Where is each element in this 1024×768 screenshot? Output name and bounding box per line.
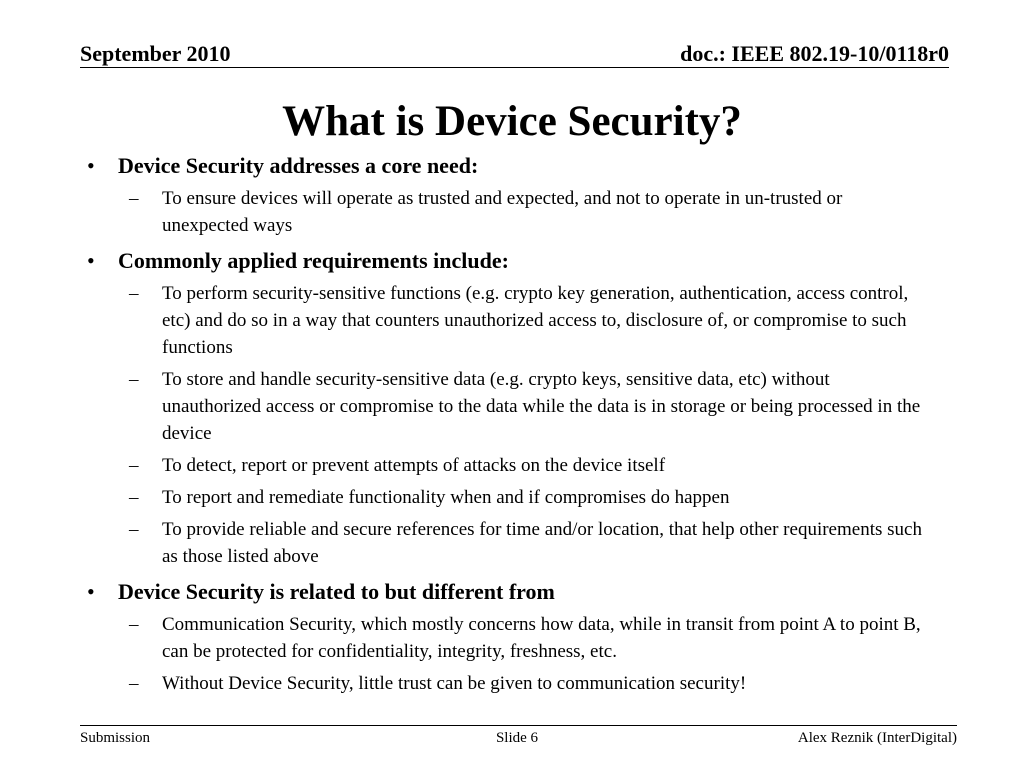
slide-header-date: September 2010 bbox=[80, 41, 231, 66]
bullet-mark: • bbox=[87, 248, 95, 273]
sub-bullet-item bbox=[83, 611, 922, 665]
sub-bullet-item bbox=[83, 670, 922, 697]
bullet-text: Device Security addresses a core need: bbox=[118, 153, 479, 178]
sub-bullet-item bbox=[83, 280, 922, 361]
bullet-item bbox=[83, 152, 943, 180]
sub-bullet-text: To provide reliable and secure references for time and/or location, that help other requirements such as those listed above bbox=[162, 519, 922, 567]
sub-bullet-item bbox=[83, 366, 922, 447]
bullet-text: Device Security is related to but different from bbox=[118, 579, 555, 604]
bullet-text: Commonly applied requirements include: bbox=[118, 248, 509, 273]
sub-bullet-text: To store and handle security-sensitive data (e.g. crypto keys, sensitive data, etc) without unauthorized access or compromise to the data while the data is in storage or being processed in the device bbox=[162, 369, 921, 444]
footer-author: Alex Reznik (InterDigital) bbox=[797, 730, 957, 746]
sub-bullet-item bbox=[83, 484, 922, 511]
dash-mark: – bbox=[129, 487, 139, 508]
bullet-item bbox=[83, 247, 943, 275]
slide-header-doc-id: doc.: IEEE 802.19-10/0118r0 bbox=[680, 41, 949, 66]
bullet-mark: • bbox=[87, 579, 95, 604]
footer-slide-number: Slide 6 bbox=[495, 730, 539, 746]
sub-bullet-item bbox=[83, 516, 922, 570]
dash-mark: – bbox=[129, 455, 139, 476]
dash-mark: – bbox=[129, 369, 139, 390]
slide-body bbox=[83, 152, 943, 697]
dash-mark: – bbox=[129, 283, 139, 304]
sub-bullet-text: To ensure devices will operate as trusted and expected, and not to operate in un-trusted or unexpected ways bbox=[162, 188, 843, 236]
sub-bullet-text: To detect, report or prevent attempts of attacks on the device itself bbox=[162, 455, 666, 476]
sub-bullet-text: To report and remediate functionality when and if compromises do happen bbox=[162, 487, 730, 508]
dash-mark: – bbox=[129, 614, 139, 635]
footer-submission: Submission bbox=[80, 730, 151, 746]
sub-bullet-item bbox=[83, 185, 922, 239]
footer-divider bbox=[80, 725, 957, 726]
slide-title: What is Device Security? bbox=[282, 98, 742, 145]
bullet-mark: • bbox=[87, 153, 95, 178]
dash-mark: – bbox=[129, 673, 139, 694]
sub-bullet-item bbox=[83, 452, 922, 479]
sub-bullet-text: Communication Security, which mostly concerns how data, while in transit from point A to point B, can be protected for confidentiality, integrity, freshness, etc. bbox=[162, 614, 921, 662]
dash-mark: – bbox=[129, 519, 139, 540]
sub-bullet-text: Without Device Security, little trust can be given to communication security! bbox=[162, 673, 747, 694]
bullet-item bbox=[83, 578, 943, 606]
sub-bullet-text: To perform security-sensitive functions (e.g. crypto key generation, authentication, access control, etc) and do so in a way that counters unauthorized access to, disclosure of, or compromise to such functions bbox=[162, 283, 909, 358]
header-divider bbox=[80, 67, 949, 68]
dash-mark: – bbox=[129, 188, 139, 209]
